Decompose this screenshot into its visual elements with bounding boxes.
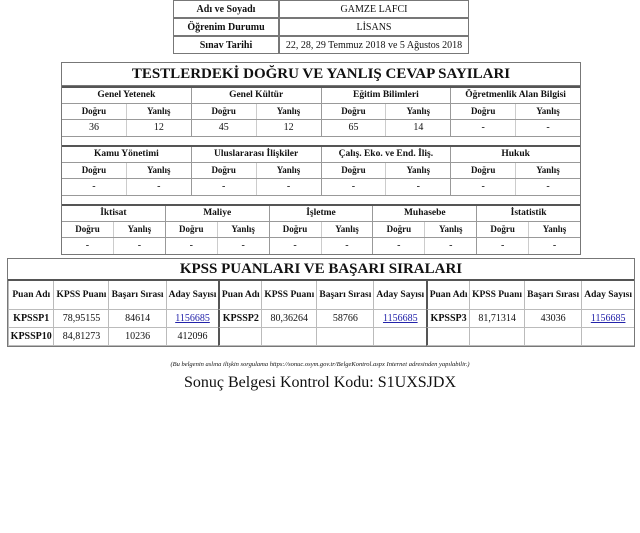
wrong-label: Yanlış [126,163,191,178]
correct-count: - [481,181,485,192]
test-values [451,120,580,136]
kpss-score-value: 84,81273 [53,328,108,346]
kpss-score-name: KPSSP10 [8,328,53,346]
kpss-header-name: Puan Adı [426,281,469,310]
kpss-header-score: KPSS Puanı [261,281,316,310]
test-subheader [322,163,451,179]
correct-label: Doğru [81,106,107,116]
kpss-candidate-count: 412096 [166,328,219,346]
candidate-count-link[interactable]: 1156685 [382,313,418,324]
test-column [321,147,451,195]
kpss-rank: 84614 [108,310,165,328]
kpss-score-name: KPSSP2 [218,310,261,328]
wrong-label: Yanlış [515,104,580,119]
test-values [166,238,269,254]
test-subheader [451,104,580,120]
test-column [450,88,580,136]
test-subheader [270,222,373,238]
correct-count: - [397,240,401,251]
info-row [173,36,469,54]
test-name: Muhasebe [373,206,476,222]
test-name: Öğretmenlik Alan Bilgisi [451,88,580,104]
verification-note: (Bu belgenin aslına ilişkin sorgulama https://sonuc.osym.gov.tr/BelgeKontrol.aspx Internet adresinden yapılabilir.) [170,361,470,368]
wrong-count: 14 [385,120,450,136]
test-subheader [451,163,580,179]
kpss-rank [524,328,581,346]
correct-label: Doğru [386,224,412,234]
correct-count: 45 [218,122,229,133]
test-values [477,238,580,254]
wrong-count: - [528,238,580,254]
kpss-header-name: Puan Adı [8,281,53,310]
info-value: 22, 28, 29 Temmuz 2018 ve 5 Ağustos 2018 [279,36,469,54]
test-values [322,120,451,136]
test-values [192,120,321,136]
test-subheader [373,222,476,238]
test-subheader [62,163,191,179]
correct-count: - [293,240,297,251]
test-column [62,88,191,136]
kpss-score-value: 80,36264 [261,310,316,328]
kpss-score-value: 78,95155 [53,310,108,328]
correct-count: - [92,181,96,192]
correct-label: Doğru [490,224,515,234]
correct-count: - [351,181,356,192]
test-name: İktisat [62,206,165,222]
test-subheader [166,222,269,238]
test-group [62,86,580,136]
test-column [191,88,321,136]
correct-label: Doğru [341,106,366,116]
test-subheader [192,163,321,179]
test-name: Genel Yetenek [62,88,191,104]
test-values [322,179,451,195]
wrong-count: - [256,179,321,195]
kpss-candidate-count [373,328,426,346]
info-value: GAMZE LAFCI [279,0,469,18]
kpss-rank: 58766 [316,310,373,328]
info-label: Öğrenim Durumu [173,18,279,36]
correct-count: - [481,122,485,133]
test-subheader [322,104,451,120]
kpss-score-name: KPSSP3 [426,310,469,328]
test-values [192,179,321,195]
wrong-count: - [515,179,580,195]
kpss-header-name: Puan Adı [218,281,261,310]
group-spacer [62,195,580,204]
kpss-header-score: KPSS Puanı [53,281,108,310]
wrong-label: Yanlış [321,222,373,237]
kpss-score-name [218,328,261,346]
test-counts-title: TESTLERDEKİ DOĞRU VE YANLIŞ CEVAP SAYILARI [62,63,580,86]
test-column [191,147,321,195]
kpss-score-value: 81,71314 [469,310,524,328]
test-values [62,238,165,254]
test-values [62,179,191,195]
candidate-count-link[interactable]: 1156685 [175,313,210,324]
kpss-rank [316,328,373,346]
info-label: Adı ve Soyadı [173,0,279,18]
correct-label: Doğru [470,106,496,116]
test-name: Çalış. Eko. ve End. İliş. [322,147,451,163]
test-column [62,147,191,195]
kpss-header-count: Aday Sayısı [581,281,634,310]
kpss-score-name: KPSSP1 [8,310,53,328]
test-values [373,238,476,254]
test-column [62,206,165,254]
test-values [270,238,373,254]
info-value: LİSANS [279,18,469,36]
kpss-header-row [8,281,634,310]
test-column [165,206,269,254]
test-values [62,120,191,136]
test-name: Kamu Yönetimi [62,147,191,163]
kpss-candidate-count [373,310,426,328]
kpss-score-value [469,328,524,346]
wrong-count: - [515,120,580,136]
kpss-header-count: Aday Sayısı [373,281,426,310]
info-row [173,18,469,36]
kpss-scores-panel [7,258,635,347]
kpss-rank: 43036 [524,310,581,328]
wrong-label: Yanlış [385,163,450,178]
wrong-count: 12 [126,120,191,136]
test-name: İstatistik [477,206,580,222]
wrong-count: - [321,238,373,254]
test-name: İşletme [270,206,373,222]
correct-label: Doğru [282,224,308,234]
wrong-count: - [217,238,269,254]
kpss-header-rank: Başarı Sırası [524,281,581,310]
candidate-count-link[interactable]: 1156685 [590,313,626,324]
correct-count: - [85,240,90,251]
wrong-label: Yanlış [126,104,191,119]
test-values [451,179,580,195]
test-column [269,206,373,254]
test-name: Uluslararası İlişkiler [192,147,321,163]
correct-count: 65 [348,122,359,133]
test-group [62,145,580,195]
wrong-count: - [126,179,191,195]
kpss-score-value [261,328,316,346]
kpss-rank: 10236 [108,328,165,346]
correct-label: Doğru [211,106,236,116]
control-code: Sonuç Belgesi Kontrol Kodu: S1UXSJDX [183,374,456,391]
test-column [321,88,451,136]
kpss-title: KPSS PUANLARI VE BAŞARI SIRALARI [8,259,634,281]
group-spacer [62,136,580,145]
info-label: Sınav Tarihi [173,36,279,54]
wrong-label: Yanlış [515,163,580,178]
test-column [476,206,580,254]
wrong-label: Yanlış [217,222,269,237]
wrong-label: Yanlış [113,222,165,237]
test-column [450,147,580,195]
test-subheader [477,222,580,238]
correct-label: Doğru [179,224,204,234]
wrong-count: - [424,238,476,254]
correct-count: - [222,181,226,192]
kpss-row [8,310,634,328]
kpss-candidate-count [581,310,634,328]
wrong-label: Yanlış [424,222,476,237]
kpss-table [8,281,634,346]
kpss-header-score: KPSS Puanı [469,281,524,310]
kpss-candidate-count [166,310,219,328]
test-subheader [62,222,165,238]
personal-info-table [173,0,469,54]
kpss-header-count: Aday Sayısı [166,281,219,310]
test-name: Hukuk [451,147,580,163]
correct-label: Doğru [75,224,100,234]
test-column [372,206,476,254]
wrong-count: - [385,179,450,195]
test-name: Genel Kültür [192,88,321,104]
kpss-row [8,328,634,346]
correct-label: Doğru [211,165,236,175]
correct-label: Doğru [341,165,366,175]
wrong-label: Yanlış [385,104,450,119]
wrong-count: - [113,238,165,254]
kpss-candidate-count [581,328,634,346]
correct-label: Doğru [81,165,107,175]
wrong-count: 12 [256,120,321,136]
test-subheader [62,104,191,120]
correct-count: 36 [88,122,99,133]
wrong-label: Yanlış [256,104,321,119]
test-counts-panel [61,62,581,255]
kpss-score-name [426,328,469,346]
test-group [62,204,580,254]
wrong-label: Yanlış [256,163,321,178]
correct-count: - [500,240,505,251]
kpss-header-rank: Başarı Sırası [108,281,165,310]
correct-label: Doğru [470,165,496,175]
info-row [173,0,469,18]
wrong-label: Yanlış [528,222,580,237]
kpss-header-rank: Başarı Sırası [316,281,373,310]
test-name: Eğitim Bilimleri [322,88,451,104]
test-subheader [192,104,321,120]
correct-count: - [189,240,193,251]
test-name: Maliye [166,206,269,222]
